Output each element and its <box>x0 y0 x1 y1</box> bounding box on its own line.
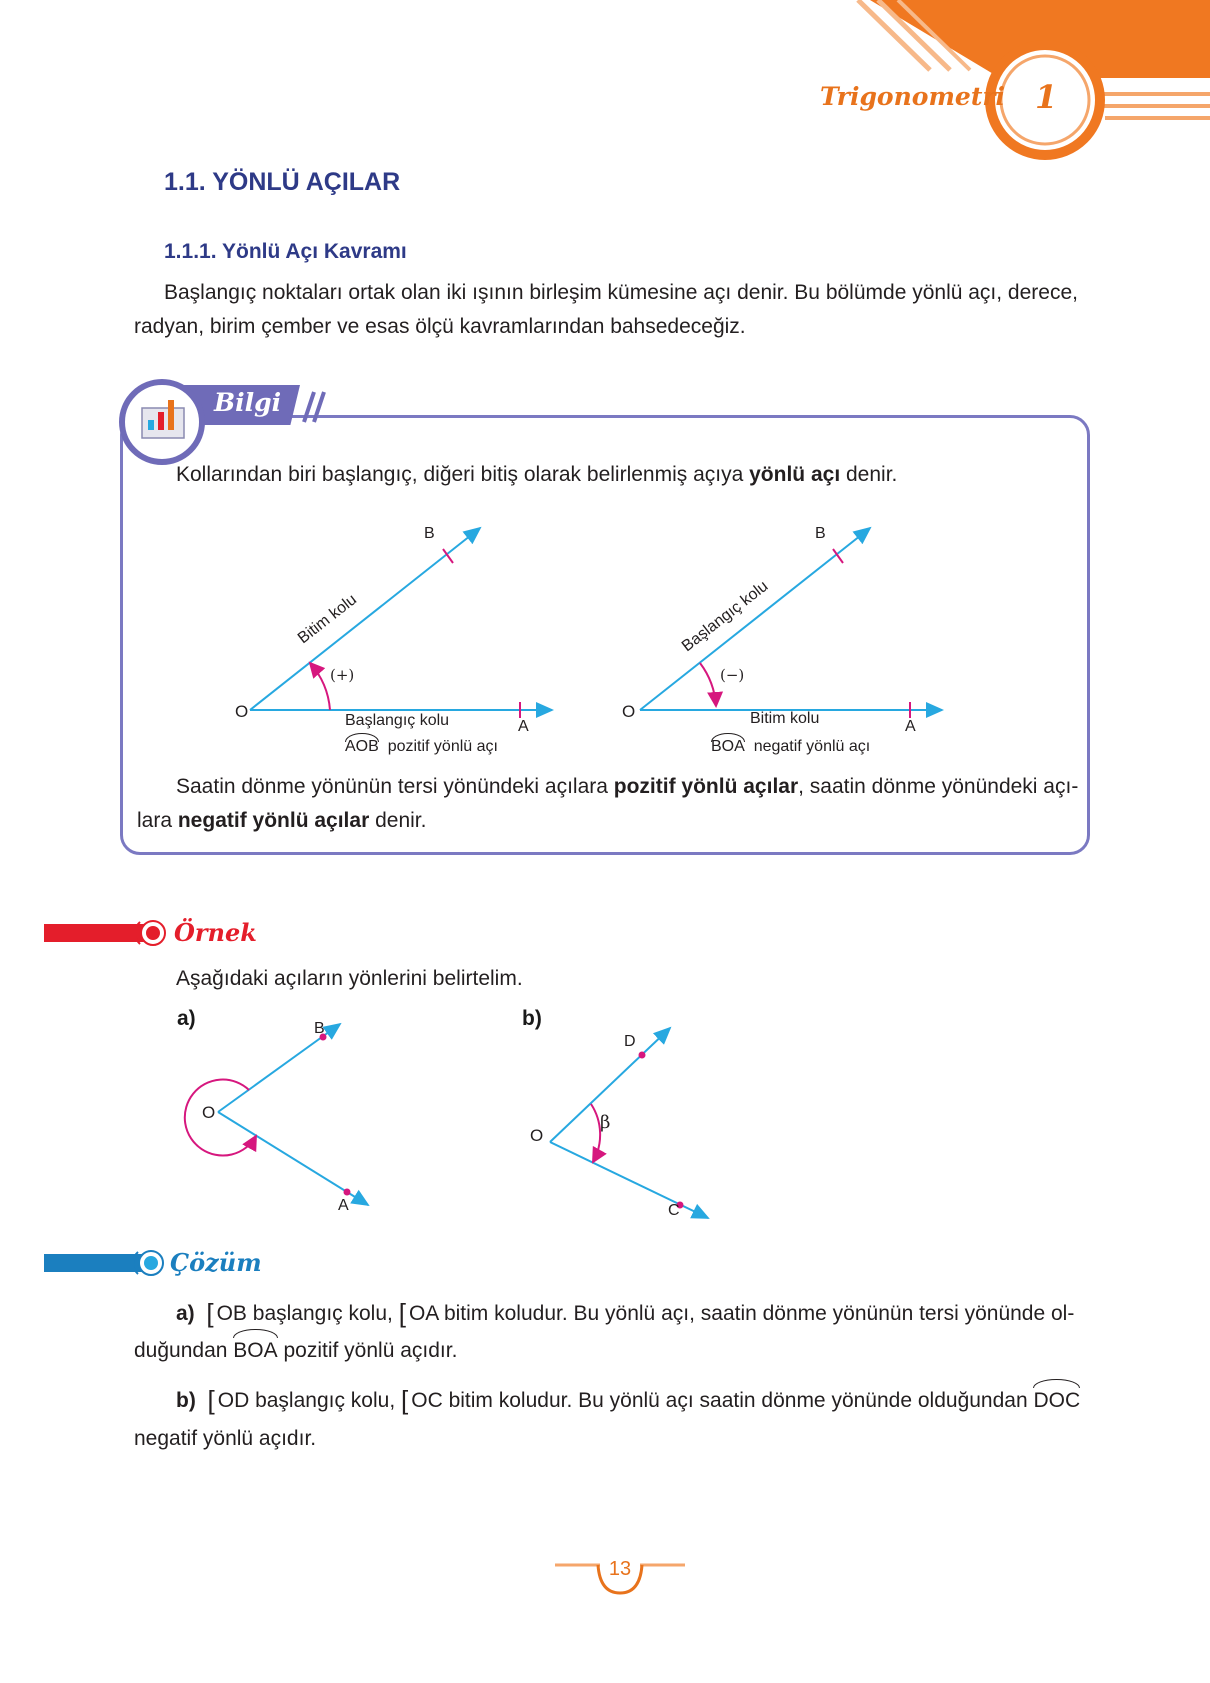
example-bar <box>44 924 144 942</box>
example-part-a: a) <box>177 1007 196 1030</box>
info-badge-icon <box>118 378 206 466</box>
end-ray <box>250 528 480 710</box>
example-part-b: b) <box>522 1007 542 1030</box>
fig2-end-arm-label: Bitim kolu <box>750 710 820 727</box>
solution-a-line-2: duğundan BOA pozitif yönlü açıdır. <box>134 1334 457 1368</box>
fig-b-point-o: O <box>530 1126 544 1145</box>
info-label: Bilgi <box>214 388 282 417</box>
solution-b-line-1: b) [ OD başlangıç kolu, [ OC bitim koludur. Bu yönlü açı saatin dönme yönünde olduğundan DOC <box>176 1383 1080 1418</box>
intro-line-2: radyan, birim çember ve esas ölçü kavramlarından bahsedeceğiz. <box>134 315 746 338</box>
example-prompt: Aşağıdaki açıların yönlerini belirtelim. <box>176 967 523 990</box>
intro-line-1: Başlangıç noktaları ortak olan iki ışının birleşim kümesine açı denir. Bu bölümde yönlü açı, derece, <box>164 281 1078 304</box>
solution-label: Çözüm <box>170 1248 262 1277</box>
fig-a-point-a: A <box>338 1197 349 1214</box>
example-target-icon <box>136 918 170 948</box>
info-note-line-1: Saatin dönme yönünün tersi yönündeki açılara pozitif yönlü açılar, saatin dönme yönündeki açı- <box>176 775 1079 798</box>
page-number: 13 <box>608 1558 632 1580</box>
solution-b-line-2: negatif yönlü açıdır. <box>134 1427 317 1450</box>
fig-b-beta: β <box>600 1112 611 1133</box>
fig2-sign: (−) <box>720 666 745 684</box>
section-title: 1.1. YÖNLÜ AÇILAR <box>164 168 401 196</box>
fig-b-point-c: C <box>668 1202 680 1219</box>
fig1-end-arm-label: Bitim kolu <box>294 591 361 648</box>
fig2-start-arm-label: Başlangıç kolu <box>678 577 772 656</box>
info-definition: Kollarından biri başlangıç, diğeri bitiş olarak belirlenmiş açıya yönlü açı denir. <box>176 463 898 486</box>
info-tab-stripes <box>290 388 330 424</box>
solution-a-line-1: a) [ OB başlangıç kolu, [ OA bitim koludur. Bu yönlü açı, saatin dönme yönünün tersi yönünde ol- <box>176 1298 1075 1328</box>
fig-a-point-b: B <box>314 1020 325 1037</box>
chapter-number: 1 <box>1035 78 1058 116</box>
fig-b-point-d: D <box>624 1033 636 1050</box>
positive-arc <box>310 663 330 710</box>
fig2-caption: BOA negatif yönlü açı <box>711 738 871 755</box>
example-label: Örnek <box>174 918 257 947</box>
chapter-title: Trigonometri <box>820 82 1006 111</box>
fig1-caption: AOB pozitif yönlü açı <box>345 738 498 755</box>
solution-target-icon <box>134 1248 168 1278</box>
info-note-line-2: lara negatif yönlü açılar denir. <box>137 809 427 832</box>
fig1-sign: (+) <box>330 666 355 684</box>
fig1-point-a: A <box>518 718 529 735</box>
subsection-title: 1.1.1. Yönlü Açı Kavramı <box>164 240 407 263</box>
fig2-point-o: O <box>622 702 636 721</box>
fig2-point-b: B <box>815 525 826 542</box>
fig1-start-arm-label: Başlangıç kolu <box>345 712 450 729</box>
fig-a-point-o: O <box>202 1103 216 1122</box>
negative-arc <box>700 663 716 706</box>
start-ray <box>640 528 870 710</box>
fig2-point-a: A <box>905 718 916 735</box>
header-decoration <box>0 0 1210 170</box>
fig1-point-o: O <box>235 702 249 721</box>
solution-bar <box>44 1254 144 1272</box>
fig1-point-b: B <box>424 525 435 542</box>
